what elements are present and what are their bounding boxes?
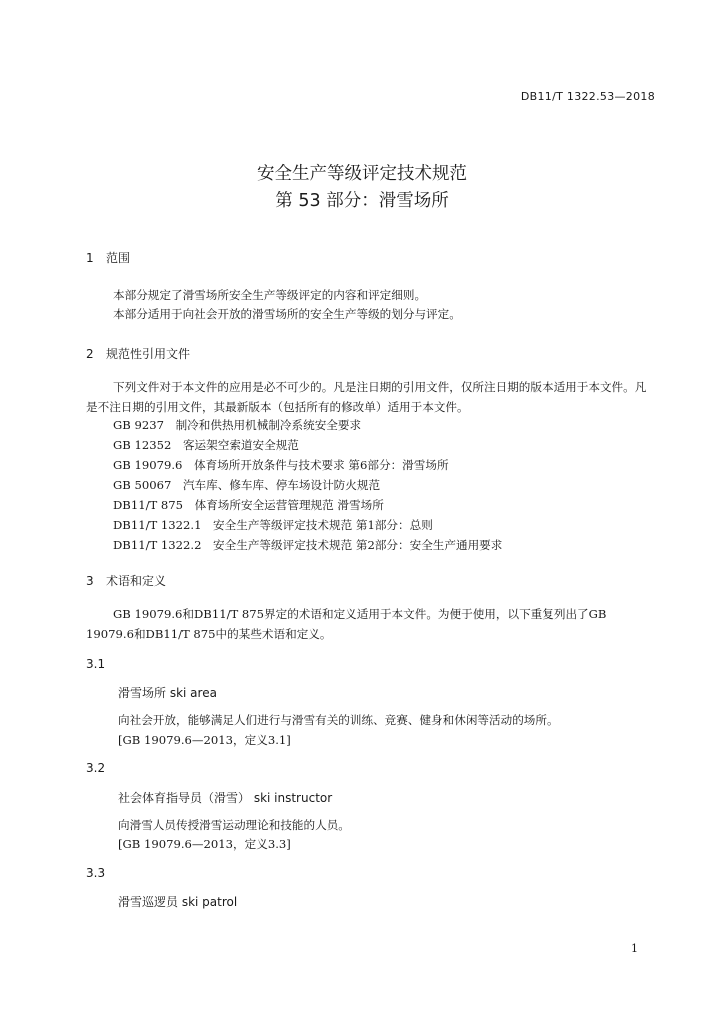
subsection-number: 3.2 bbox=[86, 761, 106, 775]
term-source: [GB 19079.6—2013，定义3.3] bbox=[118, 837, 291, 851]
reference-item: DB11/T 1322.1 安全生产等级评定技术规范 第1部分：总则 bbox=[113, 518, 433, 532]
section-1-heading bbox=[86, 249, 130, 266]
document-subtitle: 第 53 部分：滑雪场所 bbox=[275, 191, 449, 211]
section-title: 术语和定义 bbox=[106, 574, 167, 588]
term-title: 滑雪巡逻员 ski patrol bbox=[118, 895, 238, 909]
section-2-heading bbox=[86, 345, 190, 362]
section-number: 3 bbox=[86, 574, 94, 588]
reference-item: DB11/T 1322.2 安全生产等级评定技术规范 第2部分：安全生产通用要求 bbox=[113, 538, 503, 552]
subsection-number: 3.3 bbox=[86, 866, 106, 880]
section-title: 规范性引用文件 bbox=[106, 347, 191, 361]
paragraph: 下列文件对于本文件的应用是必不可少的。凡是注日期的引用文件，仅所注日期的版本适用于本文件。凡是不注日期的引用文件，其最新版本（包括所有的修改单）适用于本文件。 bbox=[86, 380, 647, 414]
section-number: 1 bbox=[86, 251, 94, 265]
section-3-heading bbox=[86, 572, 166, 589]
reference-item: GB 12352 客运架空索道安全规范 bbox=[113, 438, 299, 452]
term-title: 社会体育指导员（滑雪） ski instructor bbox=[118, 791, 333, 805]
paragraph: GB 19079.6和DB11/T 875界定的术语和定义适用于本文件。为便于使用，以下重复列出了GB 19079.6和DB11/T 875中的某些术语和定义。 bbox=[86, 607, 607, 641]
section-number: 2 bbox=[86, 347, 94, 361]
paragraph: 本部分适用于向社会开放的滑雪场所的安全生产等级的划分与评定。 bbox=[113, 307, 461, 321]
term-title: 滑雪场所 ski area bbox=[118, 686, 217, 700]
term-source: [GB 19079.6—2013，定义3.1] bbox=[118, 733, 291, 747]
reference-item: DB11/T 875 体育场所安全运营管理规范 滑雪场所 bbox=[113, 498, 384, 512]
document-code: DB11/T 1322.53—2018 bbox=[520, 90, 655, 103]
section-title: 范围 bbox=[106, 251, 131, 265]
term-definition: 向滑雪人员传授滑雪运动理论和技能的人员。 bbox=[118, 818, 350, 832]
paragraph: 本部分规定了滑雪场所安全生产等级评定的内容和评定细则。 bbox=[113, 288, 427, 302]
reference-item: GB 9237 制冷和供热用机械制冷系统安全要求 bbox=[113, 418, 362, 432]
reference-item: GB 50067 汽车库、修车库、停车场设计防火规范 bbox=[113, 478, 381, 492]
page-number: 1 bbox=[631, 942, 638, 955]
reference-list bbox=[113, 415, 502, 555]
term-definition: 向社会开放，能够满足人们进行与滑雪有关的训练、竞赛、健身和休闲等活动的场所。 bbox=[118, 713, 559, 727]
document-title: 安全生产等级评定技术规范 bbox=[257, 164, 467, 184]
reference-item: GB 19079.6 体育场所开放条件与技术要求 第6部分：滑雪场所 bbox=[113, 458, 449, 472]
subsection-number: 3.1 bbox=[86, 657, 106, 671]
